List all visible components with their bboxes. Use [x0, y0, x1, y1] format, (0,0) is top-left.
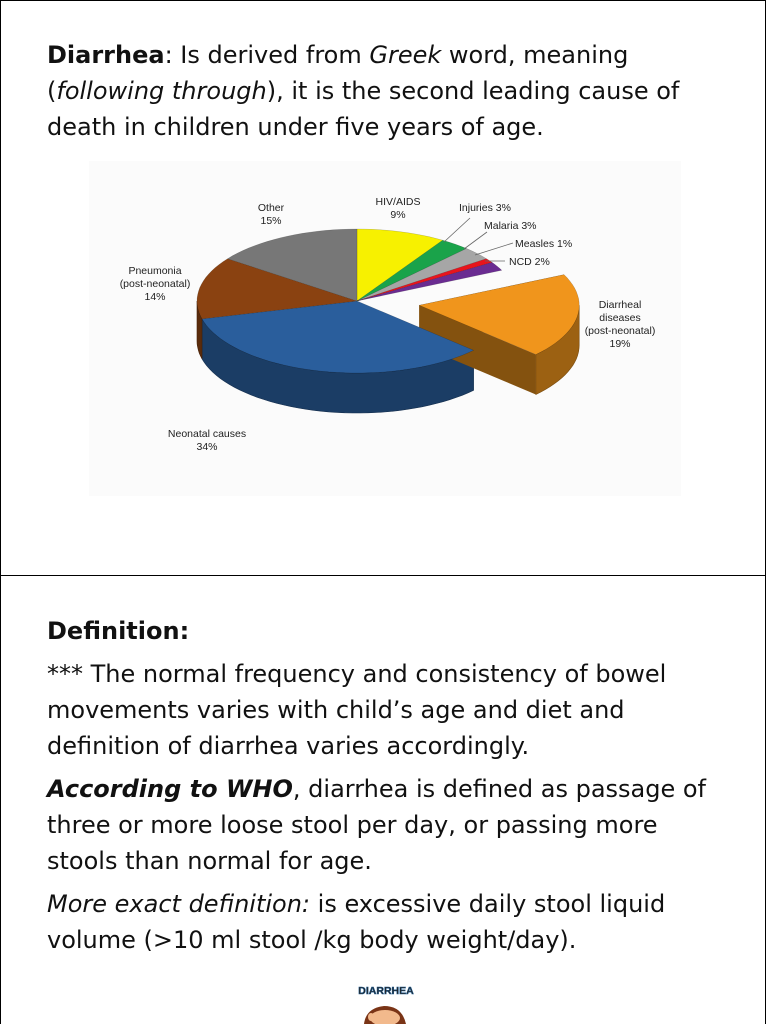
definition-paragraph-1: *** The normal frequency and consistency of bowel movements varies with child’s age and diet and definition of diarrhea varies accordingly.: [47, 660, 667, 760]
intro-text-2: word, meaning (: [47, 41, 629, 105]
definition-paragraph-2: [47, 771, 727, 879]
label-diarrheal-3: (post-neonatal): [584, 325, 656, 337]
label-injuries: Injuries 3%: [459, 202, 511, 214]
label-hiv-name: HIV/AIDS: [375, 196, 421, 208]
definition-heading-text: Definition:: [47, 617, 190, 645]
leader-injuries: [444, 218, 470, 242]
definition-heading: [47, 613, 727, 649]
label-other-name: Other: [257, 202, 285, 214]
label-diarrheal-2: diseases: [599, 312, 641, 324]
who-text: , diarrhea is defined as passage of three or more loose stool per day, or passing more stools than normal for age.: [47, 775, 707, 875]
exact-lead: More exact definition:: [47, 890, 311, 918]
cartoon-ear-icon: [368, 1013, 374, 1021]
label-neonatal-name: Neonatal causes: [167, 428, 247, 440]
label-pneumonia-value: 14%: [144, 291, 166, 303]
label-malaria: Malaria 3%: [484, 220, 537, 232]
intro-paragraph: [47, 37, 727, 145]
diarrhea-logo: [326, 970, 446, 1024]
who-lead: According to WHO: [47, 775, 293, 803]
leader-measles: [475, 243, 513, 255]
definition-paragraph-3: [47, 886, 727, 958]
leader-malaria: [464, 232, 487, 249]
exact-text: is excessive daily stool liquid volume (>10 ml stool /kg body weight/day).: [47, 890, 666, 954]
label-pneumonia-1: Pneumonia: [128, 265, 182, 277]
label-measles: Measles 1%: [515, 238, 573, 250]
label-diarrheal-1: Diarrheal: [598, 299, 642, 311]
label-other-value: 15%: [260, 215, 282, 227]
intro-meaning: following through: [56, 77, 267, 105]
intro-greek: Greek: [369, 41, 442, 69]
label-neonatal-value: 34%: [196, 441, 218, 453]
slide-2: [0, 575, 766, 1024]
label-diarrheal-value: 19%: [609, 338, 631, 350]
label-hiv-value: 9%: [390, 209, 406, 221]
label-pneumonia-2: (post-neonatal): [119, 278, 191, 290]
label-ncd: NCD 2%: [509, 256, 550, 268]
logo-text: DIARRHEA: [358, 985, 414, 997]
intro-text-3: ), it is the second leading cause of death in children under five years of age.: [47, 77, 680, 141]
pie-chart-container: [89, 161, 681, 496]
pie-chart: [89, 161, 681, 496]
intro-text-1: : Is derived from: [164, 41, 370, 69]
term-diarrhea: Diarrhea: [47, 41, 165, 69]
